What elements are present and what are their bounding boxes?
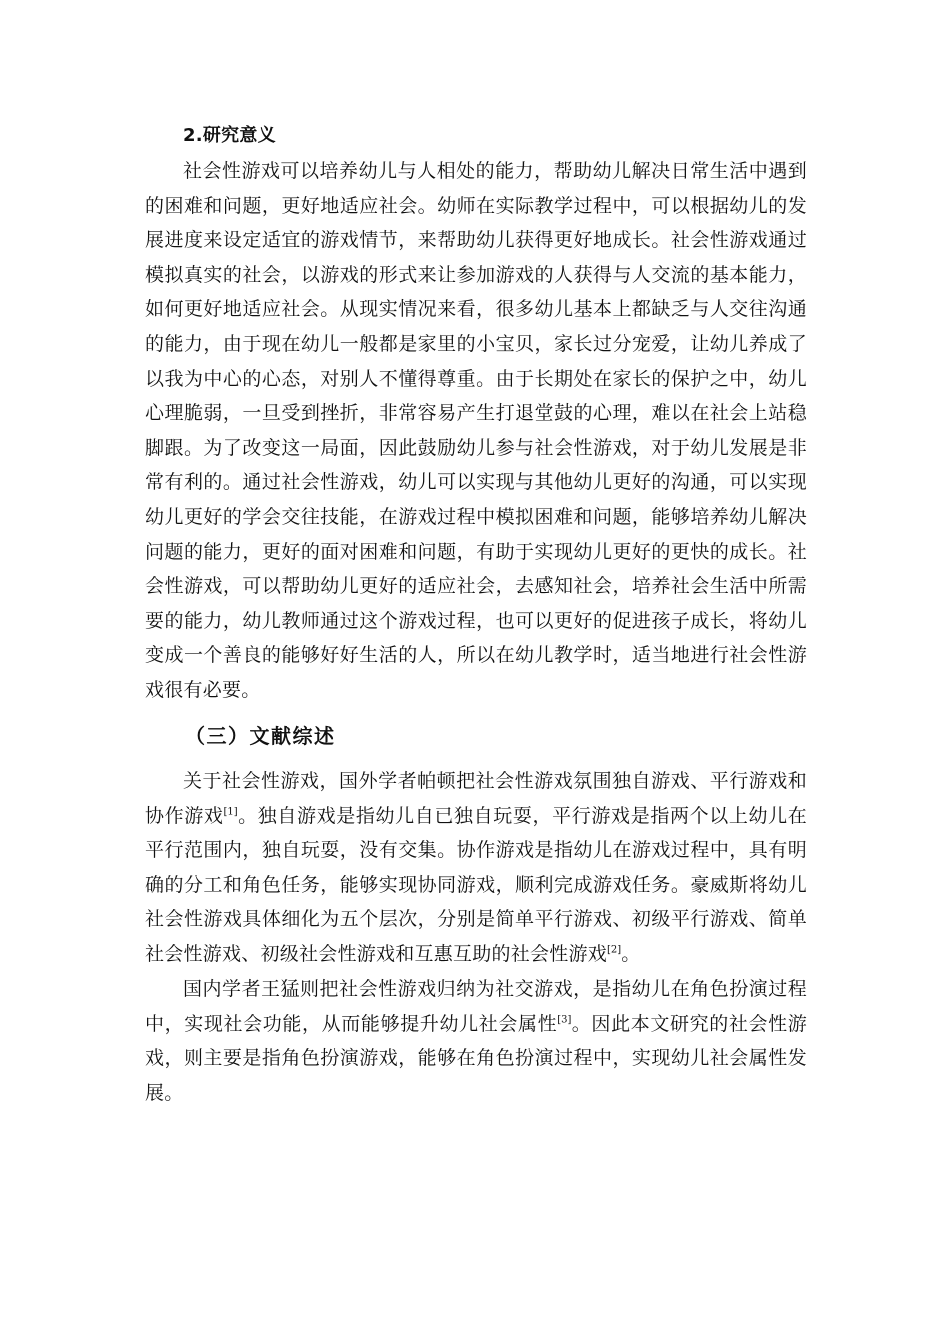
heading-block: [145, 719, 807, 754]
paragraph-line: 确的分工和角色任务，能够实现协同游戏，顺利完成游戏任务。豪威斯将幼儿: [145, 873, 807, 896]
paragraph-literature-foreign: [145, 764, 807, 972]
citation-ref: [2]: [607, 944, 622, 956]
paragraph-line: 常有利的。通过社会性游戏，幼儿可以实现与其他幼儿更好的沟通，可以实现: [145, 471, 807, 494]
paragraph-line: [145, 799, 807, 834]
citation-ref: [3]: [557, 1014, 572, 1026]
paragraph-line: 社会性游戏可以培养幼儿与人相处的能力，帮助幼儿解决日常生活中遇到: [183, 160, 807, 182]
paragraph-line: 平行范围内，独自玩耍，没有交集。协作游戏是指幼儿在游戏过程中，具有明: [145, 839, 807, 862]
paragraph-line: 模拟真实的社会，以游戏的形式来让参加游戏的人获得与人交流的基本能力，: [145, 263, 807, 286]
paragraph-line: 戏很有必要。: [145, 678, 261, 701]
text-run: 社会性游戏、初级社会性游戏和互惠互助的社会性游戏: [145, 942, 608, 965]
paragraph-line: 如何更好地适应社会。从现实情况来看，很多幼儿基本上都缺乏与人交往沟通: [145, 298, 807, 321]
paragraph-line: 心理脆弱，一旦受到挫折，非常容易产生打退堂鼓的心理，难以在社会上站稳: [145, 402, 807, 425]
section-title-block: [145, 119, 807, 154]
paragraph-line: 国内学者王猛则把社会性游戏归纳为社交游戏，是指幼儿在角色扮演过程: [183, 978, 807, 1000]
paragraph-line: 以我为中心的心态，对别人不懂得尊重。由于长期处在家长的保护之中，幼儿: [145, 367, 807, 390]
paragraph-line: 戏，则主要是指角色扮演游戏，能够在角色扮演过程中，实现幼儿社会属性发: [145, 1047, 807, 1070]
paragraph-research-significance: [145, 154, 807, 708]
text-run: 中，实现社会功能，从而能够提升幼儿社会属性: [145, 1012, 558, 1035]
paragraph-line: 问题的能力，更好的面对困难和问题，有助于实现幼儿更好的更快的成长。社: [145, 540, 807, 563]
paragraph-line: 幼儿更好的学会交往技能，在游戏过程中模拟困难和问题，能够培养幼儿解决: [145, 505, 807, 528]
paragraph-line: 关于社会性游戏，国外学者帕顿把社会性游戏氛围独自游戏、平行游戏和: [183, 770, 807, 792]
paragraph-line: 展。: [145, 1081, 184, 1104]
citation-ref: [1]: [223, 806, 238, 818]
paragraph-line: 变成一个善良的能够好好生活的人，所以在幼儿教学时，适当地进行社会性游: [145, 644, 807, 667]
paragraph-literature-domestic: [145, 972, 807, 1110]
paragraph-line: [145, 937, 807, 972]
paragraph-line: 的能力，由于现在幼儿一般都是家里的小宝贝，家长过分宠爱，让幼儿养成了: [145, 332, 807, 355]
paragraph-line: 要的能力，幼儿教师通过这个游戏过程，也可以更好的促进孩子成长，将幼儿: [145, 609, 807, 632]
text-run: 协作游戏: [145, 804, 224, 827]
text-run: 。: [621, 942, 641, 965]
text-run: 。独自游戏是指幼儿自已独自玩耍，平行游戏是指两个以上幼儿在: [237, 804, 807, 827]
paragraph-line: 社会性游戏具体细化为五个层次，分别是简单平行游戏、初级平行游戏、简单: [145, 908, 807, 931]
paragraph-line: [145, 1007, 807, 1042]
paragraph-line: 展进度来设定适宜的游戏情节，来帮助幼儿获得更好地成长。社会性游戏通过: [145, 229, 807, 252]
section-title: 2.研究意义: [183, 125, 276, 146]
paragraph-line: 脚跟。为了改变这一局面，因此鼓励幼儿参与社会性游戏，对于幼儿发展是非: [145, 436, 807, 459]
paragraph-line: 会性游戏，可以帮助幼儿更好的适应社会，去感知社会，培养社会生活中所需: [145, 575, 807, 598]
paragraph-line: 的困难和问题，更好地适应社会。幼师在实际教学过程中，可以根据幼儿的发: [145, 194, 807, 217]
section-heading: （三）文献综述: [185, 724, 336, 748]
text-run: 。因此本文研究的社会性游: [571, 1012, 807, 1035]
